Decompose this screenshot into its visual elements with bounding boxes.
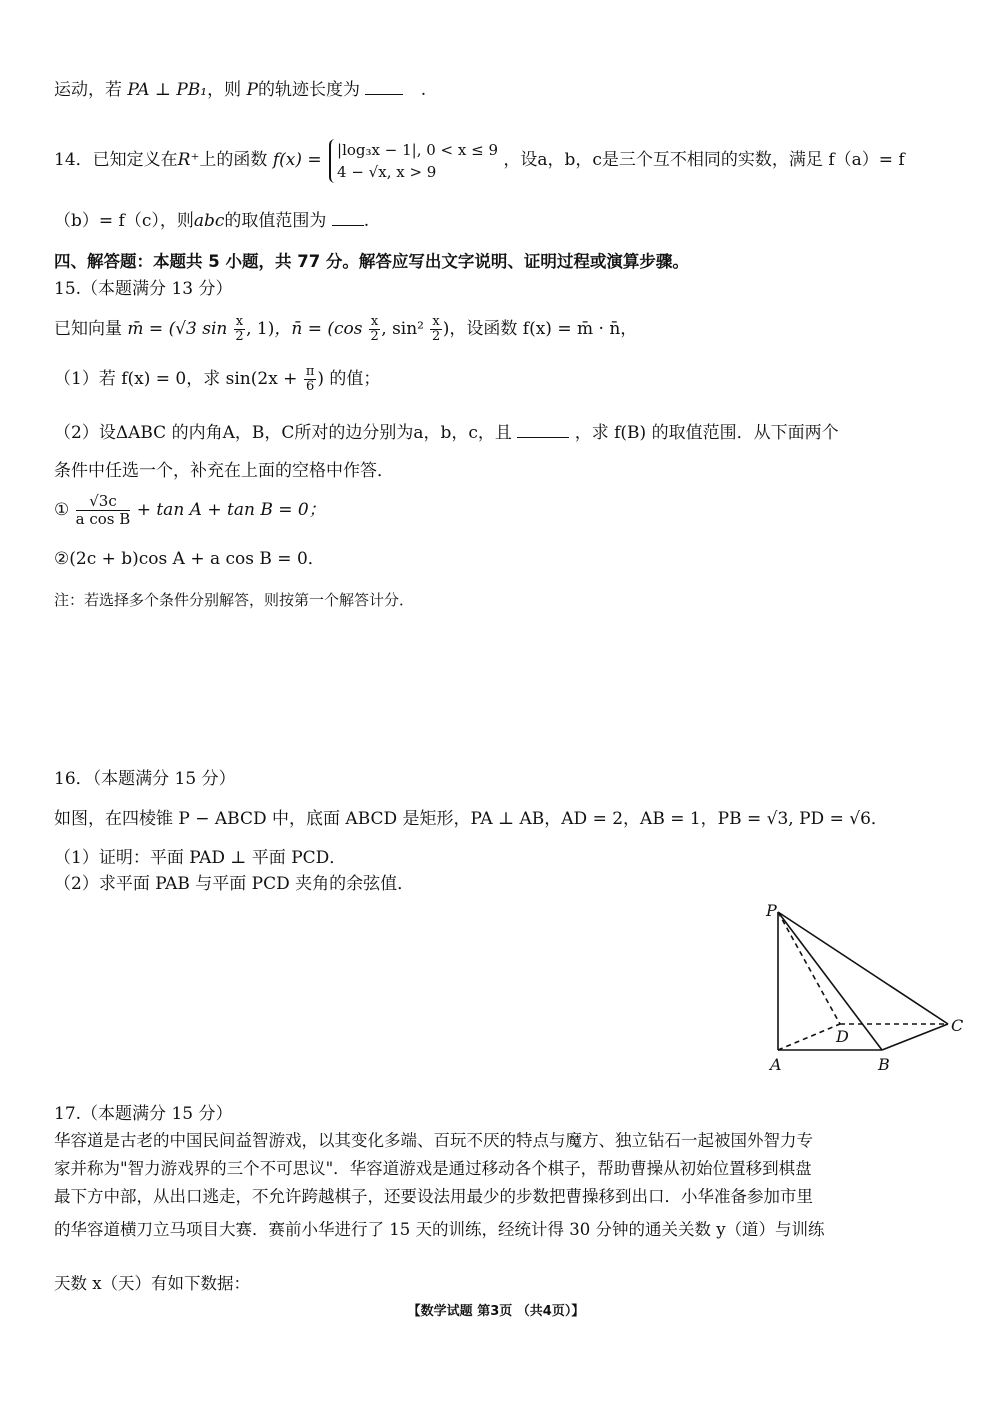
q14-line1: 14．已知定义在R⁺上的函数 f(x) = |log₃x − 1|, 0 < x ≤ 9 4 − √x, x > 9 ，设a，b，c是三个互不相同的实数，满足 f（a）= f bbox=[54, 140, 905, 181]
section-heading: 四、解答题：本题共 5 小题，共 77 分。解答应写出文字说明、证明过程或演算步骤。 bbox=[54, 252, 689, 271]
fraction: $\frac{x}{2}$ bbox=[235, 314, 244, 344]
piecewise-brace: |log₃x − 1|, 0 < x ≤ 9 4 − √x, x > 9 bbox=[329, 139, 498, 183]
q15-intro: 已知向量 m̄ = (√3 sin $\frac{x}{2}$ , 1)，n̄ = (cos $\frac{x}{2}$ , sin² $\frac{x}{2}$ )，设函数 f(x) = m̄ · n̄， bbox=[54, 314, 638, 344]
label-D: D bbox=[836, 1027, 849, 1046]
q15-condition-2: ②(2c + b)cos A + a cos B = 0． bbox=[54, 549, 325, 569]
fraction: $\frac{x}{2}$ bbox=[431, 314, 441, 344]
q15-part2-line2: 条件中任选一个，补充在上面的空格中作答． bbox=[54, 461, 394, 481]
edge-PD bbox=[778, 912, 840, 1024]
edge-PC bbox=[778, 912, 948, 1024]
edge-BC bbox=[882, 1024, 948, 1050]
answer-blank bbox=[517, 419, 569, 438]
q17-line4: 的华容道横刀立马项目大赛．赛前小华进行了 15 天的训练，经统计得 30 分钟的通关关数 y（道）与训练 bbox=[54, 1220, 825, 1239]
label-B: B bbox=[878, 1055, 890, 1074]
q17-header: 17.（本题满分 15 分） bbox=[54, 1104, 233, 1124]
q17-line2: 家并称为"智力游戏界的三个不可思议"．华容道游戏是通过移动各个棋子，帮助曹操从初始位置移到棋盘 bbox=[54, 1159, 812, 1178]
q15-header: 15.（本题满分 13 分） bbox=[54, 279, 233, 299]
q15-note: 注：若选择多个条件分别解答，则按第一个解答计分． bbox=[54, 591, 415, 609]
label-P: P bbox=[766, 901, 777, 920]
q15-part1: （1）若 f(x) = 0，求 sin(2x + $\frac{\pi}{6}$ ) 的值； bbox=[54, 364, 381, 394]
q16-intro: 如图，在四棱锥 P − ABCD 中，底面 ABCD 是矩形，PA ⊥ AB，AD = 2，AB = 1，PB = √3, PD = √6． bbox=[54, 809, 888, 829]
q16-header: 16．（本题满分 15 分） bbox=[54, 769, 236, 789]
q16-part1: （1）证明：平面 PAD ⊥ 平面 PCD． bbox=[54, 848, 347, 868]
q17-line5: 天数 x（天）有如下数据： bbox=[54, 1274, 251, 1293]
q15-part2: （2）设ΔABC 的内角A，B，C所对的边分别为a，b，c，且 ，求 f(B) 的取值范围．从下面两个 bbox=[54, 419, 839, 445]
page-footer: 【数学试题 第3页 （共4页）】 bbox=[407, 1304, 585, 1319]
q14-line2: （b）= f（c），则abc的取值范围为 . bbox=[54, 207, 369, 233]
answer-blank bbox=[365, 76, 403, 95]
q13-tail-line: 运动，若 PA ⊥ PB₁，则 P的轨迹长度为 . bbox=[54, 76, 426, 102]
q17-line3: 最下方中部，从出口逃走，不允许跨越棋子，还要设法用最少的步数把曹操移到出口．小华准备参加市里 bbox=[54, 1187, 813, 1206]
q17-line1: 华容道是古老的中国民间益智游戏，以其变化多端、百玩不厌的特点与魔方、独立钻石一起被国外智力专 bbox=[54, 1131, 813, 1150]
label-C: C bbox=[951, 1016, 964, 1035]
pyramid-figure bbox=[760, 900, 980, 1075]
answer-blank bbox=[332, 207, 364, 226]
q15-condition-1: ① $\frac{√3c}{\text{a cos B}}$ + tan A + tan B = 0； bbox=[54, 492, 326, 528]
fraction: $\frac{\pi}{6}$ bbox=[305, 364, 315, 394]
fraction: $\frac{x}{2}$ bbox=[370, 314, 379, 344]
edge-AD bbox=[778, 1024, 840, 1050]
label-A: A bbox=[770, 1055, 782, 1074]
fraction: $\frac{√3c}{\text{a cos B}}$ bbox=[75, 492, 131, 528]
edge-PB bbox=[778, 912, 882, 1050]
q16-part2: （2）求平面 PAB 与平面 PCD 夹角的余弦值． bbox=[54, 874, 415, 894]
